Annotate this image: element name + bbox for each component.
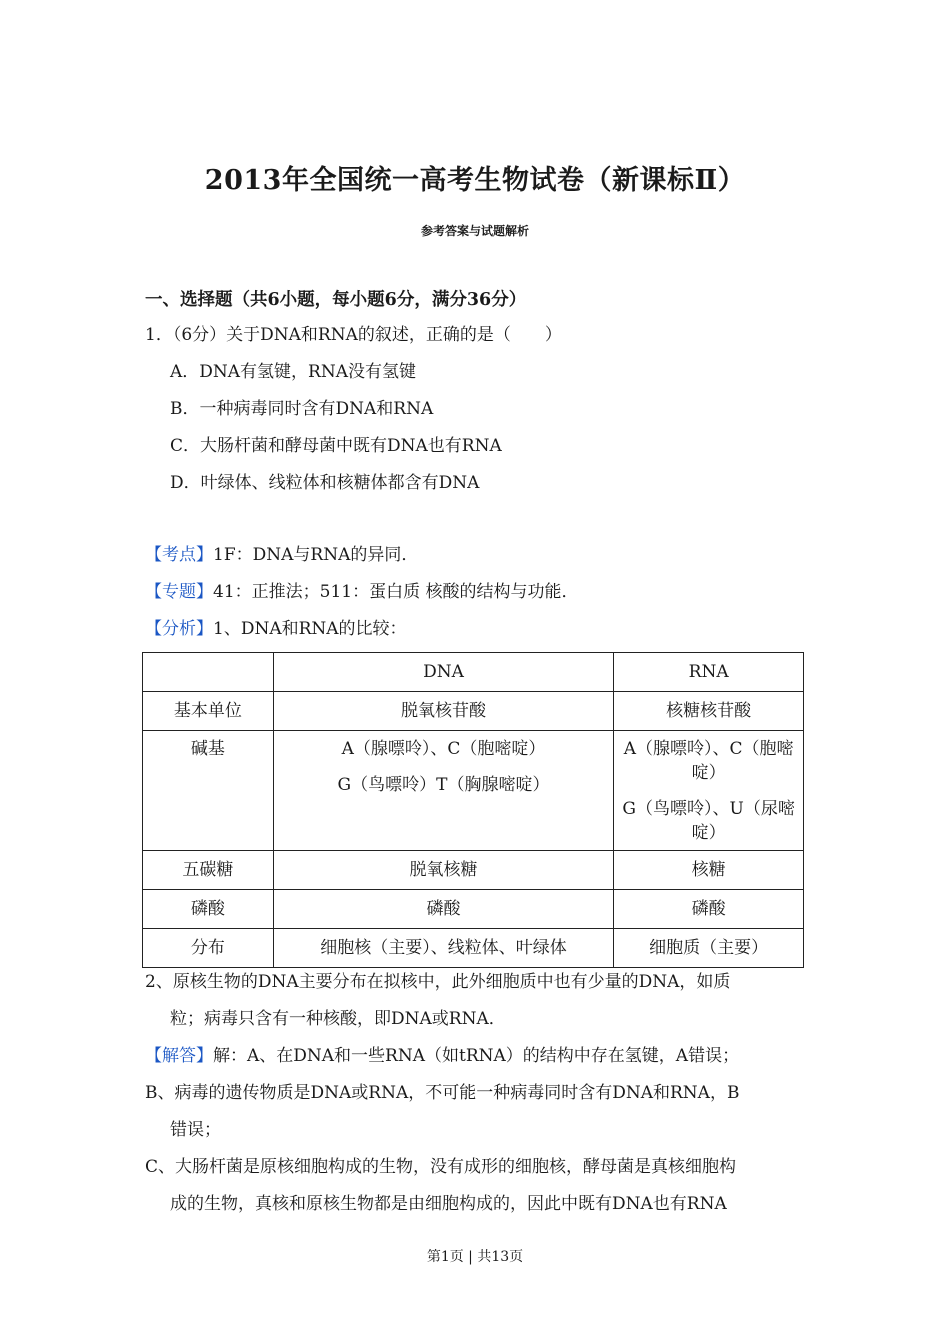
option-b: B．一种病毒同时含有DNA和RNA: [170, 399, 434, 419]
section-heading: 一、选择题（共6小题，每小题6分，满分36分）: [145, 290, 527, 310]
table-row: [143, 890, 804, 929]
kaodian-text: 1F：DNA与RNA的异同．: [213, 545, 419, 565]
table-header-cell: RNA: [614, 653, 804, 692]
answer-b-line-1: B、病毒的遗传物质是DNA或RNA，不可能一种病毒同时含有DNA和RNA，B: [145, 1083, 740, 1103]
question-stem: 1．（6分）关于DNA和RNA的叙述，正确的是（ ）: [145, 325, 562, 345]
row-label: 分布: [143, 929, 274, 968]
jieda-text: 解：A、在DNA和一些RNA（如tRNA）的结构中存在氢键，A错误；: [213, 1046, 740, 1066]
row-label: 五碳糖: [143, 851, 274, 890]
kaodian-tag: 【考点】: [145, 545, 213, 565]
table-row: [143, 731, 804, 851]
note-2-line-1: 2、原核生物的DNA主要分布在拟核中，此外细胞质中也有少量的DNA，如质: [145, 972, 731, 992]
answer-c-line-1: C、大肠杆菌是原核细胞构成的生物，没有成形的细胞核，酵母菌是真核细胞构: [145, 1157, 737, 1177]
note-2-line-2: 粒；病毒只含有一种核酸，即DNA或RNA．: [170, 1009, 506, 1029]
answer-b-line-2: 错误；: [170, 1120, 221, 1140]
page-subtitle: 参考答案与试题解析: [420, 224, 529, 238]
dna-cell-line: A（腺嘌呤）、C（胞嘧啶）: [341, 739, 546, 759]
jieda-line: [145, 1045, 739, 1067]
rna-cell-line: G（鸟嘌呤）、U（尿嘧啶）: [622, 799, 795, 843]
rna-cell-line: A（腺嘌呤）、C（胞嘧啶）: [623, 739, 794, 783]
table-row: [143, 692, 804, 731]
table-row: [143, 851, 804, 890]
row-label: 磷酸: [143, 890, 274, 929]
rna-cell: 核糖核苷酸: [614, 692, 804, 731]
answer-c-line-2: 成的生物，真核和原核生物都是由细胞构成的，因此中既有DNA也有RNA: [170, 1194, 727, 1214]
option-d: D．叶绿体、线粒体和核糖体都含有DNA: [170, 473, 480, 493]
table-row: [143, 929, 804, 968]
table-header-cell: [143, 653, 274, 692]
zhuanti-text: 41：正推法；511：蛋白质 核酸的结构与功能．: [213, 582, 579, 602]
rna-cell: 磷酸: [614, 890, 804, 929]
dna-cell-line: G（鸟嘌呤）T（胸腺嘧啶）: [337, 775, 550, 795]
dna-cell: 脱氧核糖: [273, 851, 613, 890]
fenxi-line: [145, 618, 407, 640]
dna-cell: 细胞核（主要）、线粒体、叶绿体: [273, 929, 613, 968]
option-c: C．大肠杆菌和酵母菌中既有DNA也有RNA: [170, 436, 502, 456]
dna-cell: 磷酸: [273, 890, 613, 929]
row-label: 基本单位: [143, 692, 274, 731]
zhuanti-tag: 【专题】: [145, 582, 213, 602]
rna-cell: 核糖: [614, 851, 804, 890]
kaodian-line: [145, 544, 418, 566]
rna-cell: 细胞质（主要）: [614, 929, 804, 968]
fenxi-tag: 【分析】: [145, 619, 213, 639]
jieda-tag: 【解答】: [145, 1046, 213, 1066]
page-footer: 第1页 | 共13页: [426, 1249, 524, 1265]
fenxi-text: 1、DNA和RNA的比较：: [213, 619, 407, 639]
dna-cell: 脱氧核苷酸: [273, 692, 613, 731]
table-header-row: [143, 653, 804, 692]
page-title: 2013年全国统一高考生物试卷（新课标Ⅱ）: [204, 165, 746, 196]
table-header-cell: DNA: [273, 653, 613, 692]
dna-cell: [273, 731, 613, 851]
row-label: 碱基: [143, 731, 274, 851]
option-a: A．DNA有氢键，RNA没有氢键: [170, 362, 417, 382]
dna-rna-comparison-table: [142, 652, 804, 968]
zhuanti-line: [145, 581, 578, 603]
rna-cell: [614, 731, 804, 851]
